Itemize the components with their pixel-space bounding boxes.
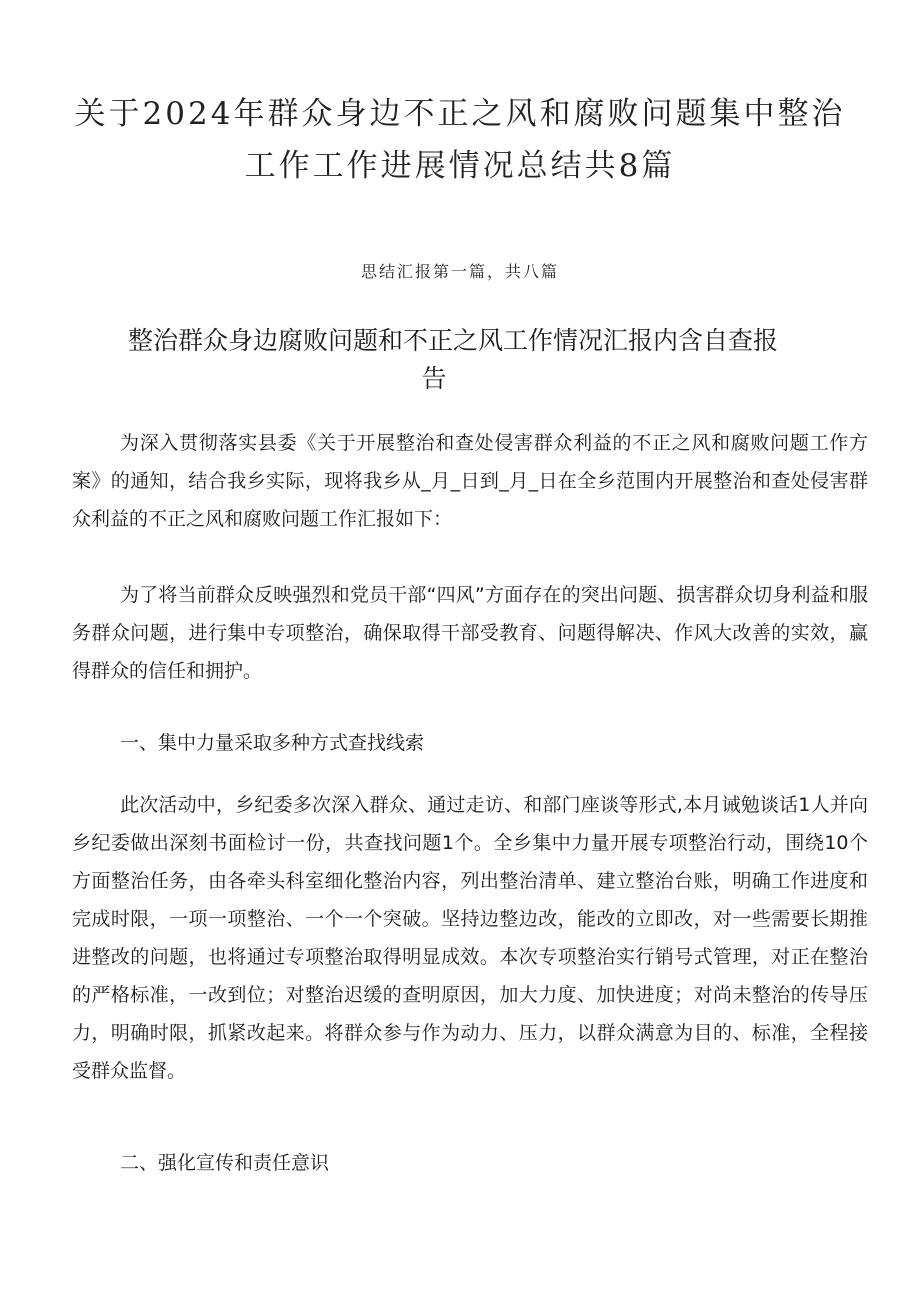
document-title — [60, 88, 860, 192]
paragraph-intro: 为深入贯彻落实县委《关于开展整治和查处侵害群众利益的不正之风和腐败问题工作方案》的通知，结合我乡实际，现将我乡从_月_日到_月_日在全乡范围内开展整治和查处侵害群众利益的不正之风和腐败问题工作汇报如下： — [72, 432, 868, 530]
section-heading — [128, 322, 868, 398]
paragraph-purpose: 为了将当前群众反映强烈和党员干部“四风”方面存在的突出问题、损害群众切身利益和服务群众问题，进行集中专项整治，确保取得干部受教育、问题得解决、作风大改善的实效，赢得群众的信任和拥护。 — [72, 584, 868, 682]
section-heading-line-2: 告 — [421, 364, 447, 393]
document-subtitle: 思结汇报第一篇，共八篇 — [360, 262, 559, 281]
document-title-line-2: 工作工作进展情况总结共8篇 — [244, 148, 676, 184]
subheading-two: 二、强化宣传和责任意识 — [120, 1152, 330, 1174]
paragraph-activity: 此次活动中，乡纪委多次深入群众、通过走访、和部门座谈等形式,本月诫勉谈话1人并向乡纪委做出深刻书面检讨一份，共查找问题1个。全乡集中力量开展专项整治行动，围绕10个方面整治任务，由各牵头科室细化整治内容，列出整治清单、建立整治台账，明确工作进度和完成时限，一项一项整治、一个一个突破。坚持边整边改，能改的立即改，对一些需要长期推进整改的问题，也将通过专项整治取得明显成效。本次专项整治实行销号式管理，对正在整治的严格标准，一改到位；对整治迟缓的查明原因，加大力度、加快进度；对尚未整治的传导压力，明确时限，抓紧改起来。将群众参与作为动力、压力，以群众满意为目的、标准，全程接受群众监督。 — [72, 794, 868, 1082]
document-title-line-1: 关于2024年群众身边不正之风和腐败问题集中整治 — [74, 96, 846, 132]
subheading-one: 一、集中力量采取多种方式查找线索 — [120, 732, 425, 754]
section-heading-line-1: 整治群众身边腐败问题和不正之风工作情况汇报内含自查报 — [128, 326, 779, 355]
